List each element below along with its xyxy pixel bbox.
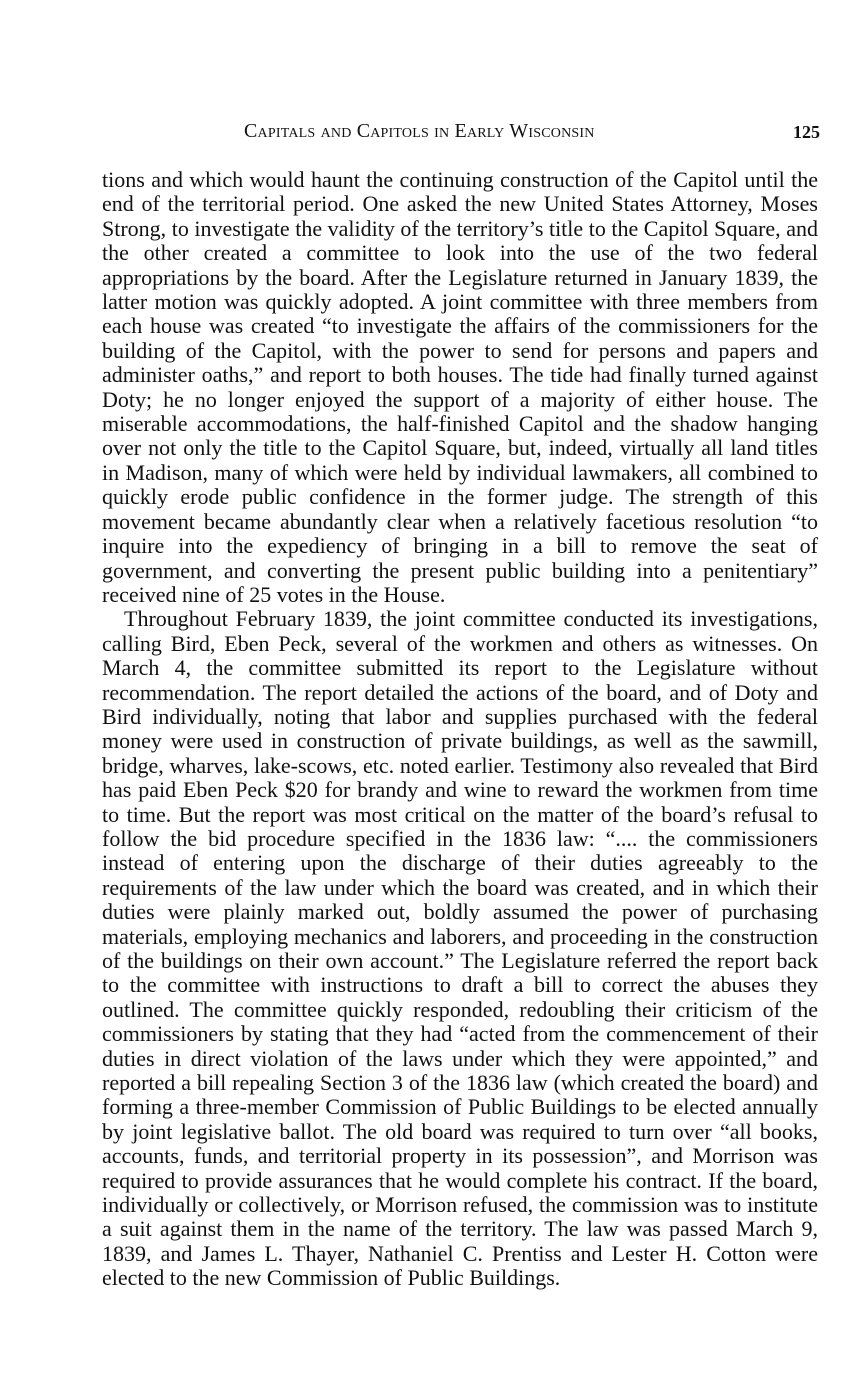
page-number: 125 [793, 122, 820, 142]
running-header [108, 120, 820, 148]
paragraph-joint-committee: Throughout February 1839, the joint committee conducted its investigations, calling Bird, Eben Peck, several of the workmen and others as witnesses. On March 4, the committee submitted its report to the Legislature without recommendation. The report detailed the actions of the board, and of Doty and Bird individually, noting that labor and supplies purchased with the federal money were used in construction of private buildings, as well as the sawmill, bridge, wharves, lake-scows, etc. noted earlier. Testimony also revealed that Bird has paid Eben Peck $20 for brandy and wine to reward the workmen from time to time. But the report was most critical on the matter of the board’s refusal to follow the bid procedure specified in the 1836 law: “.... the commissioners instead of entering upon the discharge of their duties agreeably to the requirements of the law under which the board was created, and in which their duties were plainly marked out, boldly assumed the power of purchasing materials, employing mechanics and laborers, and proceeding in the construction of the buildings on their own account.” The Legislature referred the report back to the committee with instructions to draft a bill to correct the abuses they outlined. The committee quickly responded, redoubling their criticism of the commissioners by stating that they had “acted from the commencement of their duties in direct violation of the laws under which they were appointed,” and reported a bill repealing Section 3 of the 1836 law (which created the board) and forming a three-member Commission of Public Buildings to be elected annually by joint legislative ballot. The old board was required to turn over “all books, accounts, funds, and territorial property in its possession”, and Morrison was required to provide assurances that he would complete his contract. If the board, individually or collectively, or Morrison refused, the commission was to institute a suit against them in the name of the territory. The law was passed March 9, 1839, and James L. Thayer, Nathaniel C. Prentiss and Lester H. Cotton were elected to the new Commission of Public Buildings. [102, 606, 818, 1291]
running-title: Capitals and Capitols in Early Wisconsin [244, 120, 595, 142]
body-text [102, 168, 818, 1291]
paragraph-continuation: tions and which would haunt the continuing construction of the Capitol until the end of the territorial period. One asked the new United States Attorney, Moses Strong, to investigate the validity of the territory’s title to the Capitol Square, and the other created a committee to look into the use of the two federal appropriations by the board. After the Legislature returned in January 1839, the latter motion was quickly adopted. A joint committee with three members from each house was created “to investigate the affairs of the commissioners for the building of the Capitol, with the power to send for persons and papers and administer oaths,” and report to both houses. The tide had finally turned against Doty; he no longer enjoyed the support of a majority of either house. The miserable accommodations, the half-finished Capitol and the shadow hanging over not only the title to the Capitol Square, but, indeed, virtually all land titles in Madison, many of which were held by individual lawmakers, all combined to quickly erode public confidence in the former judge. The strength of this movement became abundantly clear when a relatively facetious resolution “to inquire into the expediency of bringing in a bill to remove the seat of government, and converting the present public building into a penitentiary” received nine of 25 votes in the House. [102, 167, 818, 607]
